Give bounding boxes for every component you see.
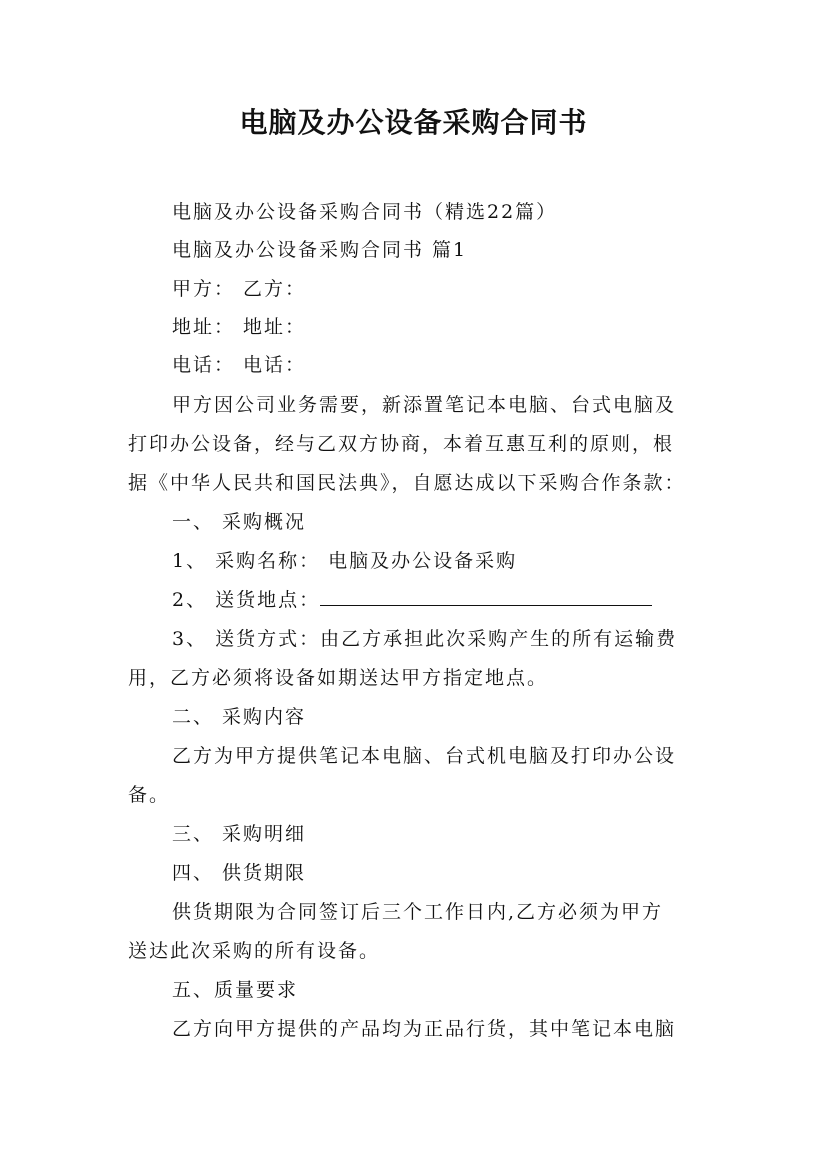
clause-item: 1、 采购名称： 电脑及办公设备采购	[172, 550, 518, 572]
phone-line: 电话： 电话：	[172, 354, 307, 376]
clause-heading: 四、 供货期限	[172, 862, 307, 884]
clause-item: 3、 送货方式：由乙方承担此次采购产生的所有运输费	[172, 628, 678, 650]
paragraph-line: 据《中华人民共和国民法典》，自愿达成以下采购合作条款：	[128, 472, 686, 494]
subtitle-line: 电脑及办公设备采购合同书（精选22篇）	[172, 201, 558, 223]
paragraph-line: 供货期限为合同签订后三个工作日内,乙方必须为甲方	[172, 901, 664, 923]
paragraph-line: 备。	[128, 784, 171, 806]
clause-heading: 一、 采购概况	[172, 511, 307, 533]
paragraph-line: 乙方向甲方提供的产品均为正品行货，其中笔记本电脑	[172, 1018, 677, 1040]
address-line: 地址： 地址：	[172, 316, 307, 338]
clause-heading: 五、质量要求	[172, 979, 299, 1001]
paragraph-line: 乙方为甲方提供笔记本电脑、台式机电脑及打印办公设	[172, 745, 677, 767]
document-title: 电脑及办公设备采购合同书	[239, 106, 588, 139]
party-line: 甲方： 乙方：	[172, 278, 307, 300]
paragraph-line: 甲方因公司业务需要，新添置笔记本电脑、台式电脑及	[172, 394, 677, 416]
clause-heading: 二、 采购内容	[172, 706, 307, 728]
clause-item-delivery-location	[172, 587, 652, 613]
paragraph-line: 用，乙方必须将设备如期送达甲方指定地点。	[128, 667, 549, 689]
clause-item-label: 2、 送货地点：	[172, 589, 321, 611]
clause-heading: 三、 采购明细	[172, 823, 307, 845]
paragraph-line: 送达此次采购的所有设备。	[128, 940, 381, 962]
paragraph-line: 打印办公设备，经与乙双方协商，本着互惠互利的原则，根	[128, 433, 675, 455]
section-heading-line: 电脑及办公设备采购合同书 篇1	[172, 239, 468, 261]
blank-underline	[320, 587, 652, 606]
